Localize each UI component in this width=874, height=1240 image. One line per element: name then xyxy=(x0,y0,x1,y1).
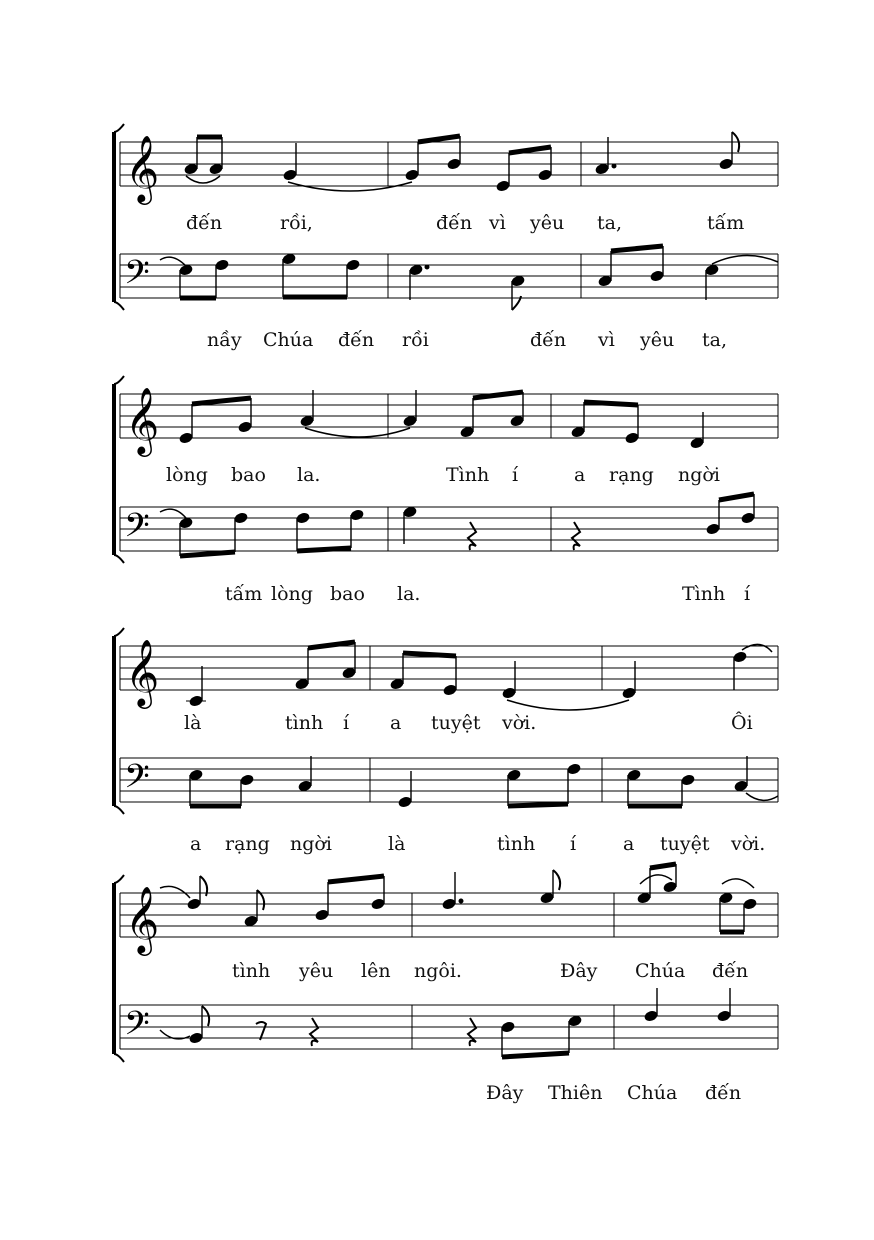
lyric: đến xyxy=(530,329,567,351)
lyric: tuyệt xyxy=(660,833,710,855)
lyric: đến xyxy=(186,212,223,234)
bass-notes xyxy=(160,246,778,310)
lyric: tình xyxy=(232,960,271,982)
bass-staff xyxy=(120,254,778,298)
lyric: yêu xyxy=(640,329,675,351)
treble-clef-icon: 𝄞 xyxy=(125,638,160,706)
lyric: í xyxy=(570,833,577,855)
system-bracket xyxy=(114,376,124,563)
lyric: Thiên xyxy=(548,1082,603,1104)
bass-clef-icon: 𝄢 xyxy=(124,1005,150,1051)
upper-lyrics xyxy=(232,960,748,982)
lyric: lòng xyxy=(271,583,313,605)
bass-clef-icon: 𝄢 xyxy=(124,758,150,804)
lyric: ngôi. xyxy=(414,960,462,982)
lyric: đến xyxy=(338,329,375,351)
lower-lyrics xyxy=(486,1082,741,1104)
treble-clef-icon: 𝄞 xyxy=(125,134,160,202)
lyric: rồi xyxy=(402,329,429,351)
lyric: ngời xyxy=(290,833,332,855)
system-bracket xyxy=(114,124,124,310)
bass-staff xyxy=(120,507,778,551)
lyric: tuyệt xyxy=(431,712,481,734)
bass-notes xyxy=(160,988,731,1057)
lyric: ta, xyxy=(597,212,623,234)
lyric: Ôi xyxy=(731,712,753,734)
bass-clef-icon: 𝄢 xyxy=(124,507,150,553)
lyric: là xyxy=(388,833,406,855)
lyric: í xyxy=(744,583,751,605)
lyric: yêu xyxy=(530,212,565,234)
lyric: tình xyxy=(497,833,536,855)
lyric: a xyxy=(574,464,586,486)
lyric: a xyxy=(623,833,635,855)
lyric: bao xyxy=(231,464,266,486)
lyric: ta, xyxy=(702,329,728,351)
lyric: Tình xyxy=(682,583,726,605)
lyric: Chúa xyxy=(635,960,686,982)
lower-lyrics xyxy=(207,329,727,351)
lower-lyrics xyxy=(225,583,751,605)
upper-lyrics xyxy=(166,464,720,486)
bass-notes xyxy=(160,494,755,556)
bass-staff xyxy=(120,758,778,802)
lyric: la. xyxy=(397,583,421,605)
lyric: vời. xyxy=(731,833,766,855)
lyric: la. xyxy=(297,464,321,486)
lyric: tấm xyxy=(707,212,745,234)
lyric: yêu xyxy=(299,960,334,982)
lyric: rạng xyxy=(609,464,654,486)
lyric: í xyxy=(343,712,350,734)
treble-notes xyxy=(160,864,757,932)
lyric: nầy xyxy=(207,329,242,351)
bass-notes xyxy=(189,756,778,808)
bass-clef-icon: 𝄢 xyxy=(124,254,150,300)
lyric: rồi, xyxy=(280,212,313,234)
system-3 xyxy=(114,628,778,855)
lyric: tấm xyxy=(225,583,263,605)
lyric: rạng xyxy=(225,833,270,855)
lyric: Chúa xyxy=(263,329,314,351)
treble-notes xyxy=(186,642,772,710)
system-bracket xyxy=(114,875,124,1062)
bass-staff xyxy=(120,1005,778,1049)
lyric: lòng xyxy=(166,464,208,486)
lyric: Chúa xyxy=(627,1082,678,1104)
lower-lyrics xyxy=(190,833,765,855)
lyric: vời. xyxy=(502,712,537,734)
lyric: vì xyxy=(598,329,615,351)
lyric: vì xyxy=(489,212,506,234)
treble-notes xyxy=(179,390,704,449)
system-bracket xyxy=(114,628,124,814)
lyric: tình xyxy=(285,712,324,734)
lyric: a xyxy=(390,712,402,734)
treble-clef-icon: 𝄞 xyxy=(125,885,160,953)
system-1 xyxy=(114,124,778,351)
lyric: đến xyxy=(712,960,749,982)
system-2 xyxy=(114,376,778,605)
lyric: Đây xyxy=(486,1082,524,1104)
lyric: đến xyxy=(436,212,473,234)
lyric: Tình xyxy=(446,464,490,486)
treble-staff xyxy=(120,646,778,690)
lyric: bao xyxy=(330,583,365,605)
upper-lyrics xyxy=(184,711,753,734)
lyric: là xyxy=(184,712,202,734)
lyric: Đây xyxy=(560,960,598,982)
lyric: đến xyxy=(705,1082,742,1104)
upper-lyrics xyxy=(186,212,744,234)
lyric: ngời xyxy=(678,464,720,486)
lyric: í xyxy=(512,464,519,486)
treble-notes xyxy=(184,132,739,192)
system-4 xyxy=(114,864,778,1104)
lyric: a xyxy=(190,833,202,855)
treble-clef-icon: 𝄞 xyxy=(125,386,160,454)
lyric: lên xyxy=(361,960,391,982)
